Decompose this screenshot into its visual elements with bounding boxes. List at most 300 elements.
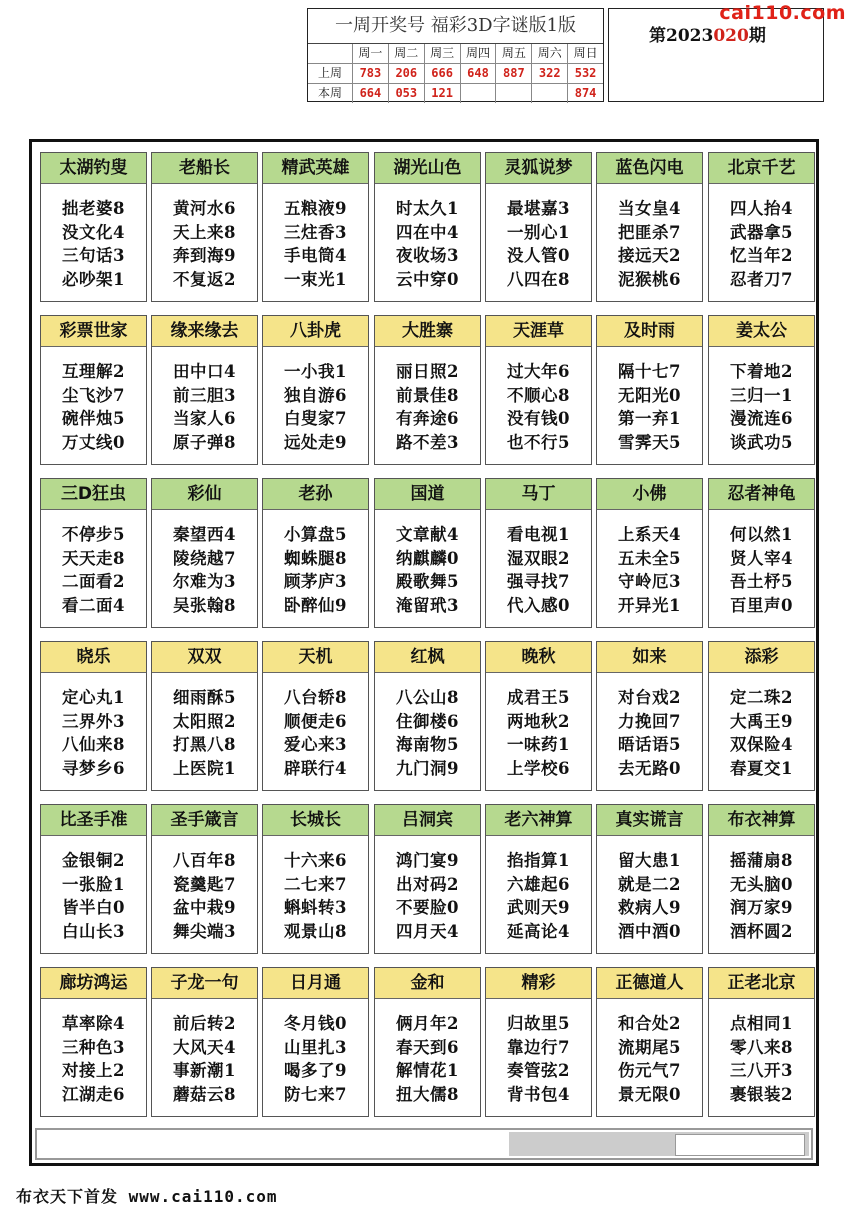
riddle-cell xyxy=(151,641,258,791)
riddle-cell xyxy=(596,967,703,1117)
riddle-cell xyxy=(374,152,481,302)
riddle-cell xyxy=(485,315,592,465)
riddle-line: 上系天4 xyxy=(618,525,681,544)
riddle-lines xyxy=(41,999,146,1106)
riddle-line: 扭大儒8 xyxy=(396,1084,459,1104)
riddle-lines xyxy=(597,347,702,454)
day-header: 周二 xyxy=(388,44,424,63)
riddle-lines xyxy=(486,673,591,780)
riddle-lines xyxy=(486,836,591,943)
riddle-author: 日月通 xyxy=(263,968,368,999)
riddle-line: 定心丸1 xyxy=(62,688,125,707)
riddle-line: 大风天4 xyxy=(173,1037,236,1057)
riddle-line: 夜收场3 xyxy=(396,246,459,265)
riddle-line: 伤元气7 xyxy=(618,1061,681,1080)
riddle-line: 晤话语5 xyxy=(618,735,681,754)
riddle-line: 力挽回7 xyxy=(618,711,681,731)
riddle-author: 彩仙 xyxy=(152,479,257,510)
riddle-line: 掐指算1 xyxy=(507,851,570,870)
riddle-lines xyxy=(41,347,146,454)
riddle-author: 彩票世家 xyxy=(41,316,146,347)
riddle-line: 双保险4 xyxy=(730,735,793,754)
site-logo[interactable]: cai110.com xyxy=(719,2,846,24)
riddle-lines xyxy=(152,510,257,617)
day-header: 周一 xyxy=(352,44,388,63)
riddle-author: 晚秋 xyxy=(486,642,591,673)
riddle-line: 最堪嘉3 xyxy=(507,199,570,218)
riddle-cell xyxy=(262,315,369,465)
corner-cell xyxy=(308,44,352,63)
riddle-line: 九门洞9 xyxy=(396,758,459,778)
riddle-line: 顺便走6 xyxy=(284,711,347,731)
riddle-line: 文章献4 xyxy=(396,525,459,544)
draw-number: 783 xyxy=(352,64,388,83)
riddle-line: 两地秋2 xyxy=(507,711,570,731)
this-week-row xyxy=(308,84,603,103)
riddle-line: 不停步5 xyxy=(62,525,125,544)
riddle-lines xyxy=(486,510,591,617)
riddle-line: 无头脑0 xyxy=(730,874,793,894)
riddle-line: 不要脸0 xyxy=(396,898,459,917)
riddle-lines xyxy=(263,510,368,617)
riddle-author: 晓乐 xyxy=(41,642,146,673)
riddle-cell xyxy=(708,804,815,954)
riddle-line: 辟联行4 xyxy=(284,758,347,778)
riddle-author: 姜太公 xyxy=(709,316,814,347)
riddle-lines xyxy=(152,999,257,1106)
riddle-line: 没人管0 xyxy=(507,246,570,265)
draw-number: 532 xyxy=(567,64,603,83)
riddle-line: 卧醉仙9 xyxy=(284,595,347,615)
riddle-author: 马丁 xyxy=(486,479,591,510)
riddle-cell xyxy=(485,967,592,1117)
footer-bar xyxy=(35,1128,813,1160)
riddle-cell xyxy=(596,478,703,628)
riddle-cell xyxy=(374,641,481,791)
riddle-author: 布衣神算 xyxy=(709,805,814,836)
riddle-line: 远处走9 xyxy=(284,432,347,452)
riddle-line: 点相同1 xyxy=(730,1014,793,1033)
draw-number: 648 xyxy=(460,64,496,83)
riddle-line: 接远天2 xyxy=(618,246,681,265)
riddle-author: 比圣手准 xyxy=(41,805,146,836)
riddle-lines xyxy=(152,347,257,454)
riddle-cell xyxy=(708,967,815,1117)
riddle-cell xyxy=(151,315,258,465)
riddle-line: 原子弹8 xyxy=(173,432,236,452)
riddle-cell xyxy=(262,804,369,954)
riddle-lines xyxy=(152,836,257,943)
issue-prefix: 第2023 xyxy=(649,26,714,46)
riddle-line: 没文化4 xyxy=(62,222,125,242)
riddle-lines xyxy=(375,510,480,617)
riddle-line: 贤人宰4 xyxy=(730,548,793,568)
riddle-lines xyxy=(263,836,368,943)
riddle-lines xyxy=(597,836,702,943)
riddle-cell xyxy=(596,641,703,791)
riddle-line: 当家人6 xyxy=(173,409,236,428)
riddle-cell xyxy=(262,152,369,302)
riddle-line: 黄河水6 xyxy=(173,199,236,218)
riddle-line: 白叟家7 xyxy=(284,409,347,428)
riddle-line: 互理解2 xyxy=(62,362,125,381)
riddle-author: 长城长 xyxy=(263,805,368,836)
issue-suffix: 期 xyxy=(748,26,766,46)
riddle-line: 景无限0 xyxy=(618,1084,681,1104)
riddle-cell xyxy=(151,478,258,628)
riddle-line: 打黑八8 xyxy=(173,735,236,754)
riddle-line: 润万家9 xyxy=(730,898,793,917)
riddle-cell xyxy=(708,478,815,628)
riddle-lines xyxy=(263,673,368,780)
riddle-lines xyxy=(375,184,480,291)
riddle-cell xyxy=(262,641,369,791)
riddle-line: 把匪杀7 xyxy=(618,222,681,242)
riddle-line: 四在中4 xyxy=(396,222,459,242)
riddle-line: 第一弃1 xyxy=(618,409,681,428)
riddle-cell xyxy=(485,152,592,302)
riddle-cell xyxy=(40,152,147,302)
riddle-line: 五未全5 xyxy=(618,548,681,568)
riddle-author: 三D狂虫 xyxy=(41,479,146,510)
riddle-author: 小佛 xyxy=(597,479,702,510)
riddle-line: 延高论4 xyxy=(507,921,570,941)
riddle-line: 春夏交1 xyxy=(730,758,793,778)
riddle-line: 忆当年2 xyxy=(730,246,793,265)
riddle-line: 尘飞沙7 xyxy=(62,385,125,405)
riddle-lines xyxy=(263,184,368,291)
riddle-line: 漫流连6 xyxy=(730,409,793,428)
riddle-lines xyxy=(709,673,814,780)
riddle-lines xyxy=(486,999,591,1106)
riddle-line: 喝多了9 xyxy=(284,1061,347,1080)
riddle-line: 吾土杼5 xyxy=(730,572,793,591)
riddle-line: 太阳照2 xyxy=(173,711,236,731)
riddle-line: 观景山8 xyxy=(284,921,347,941)
riddle-line: 八四在8 xyxy=(507,269,570,289)
day-header: 周四 xyxy=(460,44,496,63)
draw-number xyxy=(531,84,567,103)
riddle-lines xyxy=(152,673,257,780)
riddle-author: 廊坊鸿运 xyxy=(41,968,146,999)
riddle-line: 碗伴烛5 xyxy=(62,409,125,428)
riddle-line: 八公山8 xyxy=(396,688,459,707)
riddle-author: 国道 xyxy=(375,479,480,510)
riddle-line: 二面看2 xyxy=(62,572,125,591)
riddle-lines xyxy=(709,999,814,1106)
riddle-cell xyxy=(708,315,815,465)
riddle-line: 大禹王9 xyxy=(730,711,793,731)
riddle-author: 八卦虎 xyxy=(263,316,368,347)
riddle-lines xyxy=(597,999,702,1106)
riddle-cell xyxy=(262,967,369,1117)
riddle-cell xyxy=(485,641,592,791)
riddle-line: 泥猴桃6 xyxy=(618,269,681,289)
riddle-line: 爱心来3 xyxy=(284,735,347,754)
riddle-author: 如来 xyxy=(597,642,702,673)
riddle-cell xyxy=(485,478,592,628)
riddle-author: 湖光山色 xyxy=(375,153,480,184)
riddle-line: 二七来7 xyxy=(284,874,347,894)
riddle-author: 蓝色闪电 xyxy=(597,153,702,184)
riddle-line: 零八来8 xyxy=(730,1037,793,1057)
riddle-cell xyxy=(40,478,147,628)
day-header: 周六 xyxy=(531,44,567,63)
draw-number: 206 xyxy=(388,64,424,83)
riddle-line: 流期尾5 xyxy=(618,1037,681,1057)
riddle-line: 四月天4 xyxy=(396,921,459,941)
draw-number: 121 xyxy=(424,84,460,103)
riddle-line: 五粮液9 xyxy=(284,199,347,218)
riddle-cell xyxy=(374,315,481,465)
riddle-line: 一小我1 xyxy=(284,362,347,381)
riddle-lines xyxy=(41,836,146,943)
riddle-line: 前三胆3 xyxy=(173,385,236,405)
riddle-cell xyxy=(596,152,703,302)
riddle-line: 前景佳8 xyxy=(396,385,459,405)
riddle-author: 吕洞宾 xyxy=(375,805,480,836)
riddle-line: 事新潮1 xyxy=(173,1061,236,1080)
riddle-line: 住御楼6 xyxy=(396,711,459,731)
riddle-line: 八仙来8 xyxy=(62,735,125,754)
draw-number: 053 xyxy=(388,84,424,103)
riddle-line: 防七来7 xyxy=(284,1084,347,1104)
riddle-line: 代入感0 xyxy=(507,595,570,615)
riddle-line: 独自游6 xyxy=(284,385,347,405)
riddle-line: 蝌蚪转3 xyxy=(284,898,347,917)
riddle-line: 归故里5 xyxy=(507,1014,570,1033)
riddle-lines xyxy=(597,184,702,291)
riddle-line: 也不行5 xyxy=(507,432,570,452)
riddle-line: 酒杯圆2 xyxy=(730,921,793,941)
riddle-line: 救病人9 xyxy=(618,898,681,917)
riddle-line: 三句话3 xyxy=(62,246,125,265)
riddle-author: 天涯草 xyxy=(486,316,591,347)
riddle-author: 精彩 xyxy=(486,968,591,999)
footer-white-block xyxy=(675,1134,805,1156)
riddle-line: 上学校6 xyxy=(507,758,570,778)
riddle-author: 正德道人 xyxy=(597,968,702,999)
riddle-lines xyxy=(41,184,146,291)
riddle-cell xyxy=(40,804,147,954)
riddle-line: 定二珠2 xyxy=(730,688,793,707)
riddle-line: 四人抬4 xyxy=(730,199,793,218)
riddle-line: 强寻找7 xyxy=(507,572,570,591)
riddle-line: 武器拿5 xyxy=(730,222,793,242)
riddle-line: 一束光1 xyxy=(284,269,347,289)
issue-serial: 020 xyxy=(713,26,749,46)
riddle-line: 背书包4 xyxy=(507,1084,570,1104)
riddle-line: 上医院1 xyxy=(173,758,236,778)
riddle-line: 奏管弦2 xyxy=(507,1061,570,1080)
riddle-line: 奔到海9 xyxy=(173,246,236,265)
riddle-line: 六雄起6 xyxy=(507,874,570,894)
riddle-line: 寻梦乡6 xyxy=(62,758,125,778)
riddle-line: 皆半白0 xyxy=(62,898,125,917)
riddle-line: 对接上2 xyxy=(62,1061,125,1080)
riddle-line: 前后转2 xyxy=(173,1014,236,1033)
riddle-cell xyxy=(262,478,369,628)
riddle-lines xyxy=(597,510,702,617)
riddle-line: 三界外3 xyxy=(62,711,125,731)
riddle-line: 雪霁天5 xyxy=(618,432,681,452)
riddle-lines xyxy=(486,347,591,454)
riddle-line: 金银铜2 xyxy=(62,851,125,870)
draw-number: 887 xyxy=(495,64,531,83)
riddle-line: 成君王5 xyxy=(507,688,570,707)
riddle-line: 俩月年2 xyxy=(396,1014,459,1033)
riddle-author: 大胜寨 xyxy=(375,316,480,347)
site-credit[interactable]: 布衣天下首发 www.cai110.com xyxy=(16,1187,278,1206)
riddle-line: 留大患1 xyxy=(618,851,681,870)
day-header: 周三 xyxy=(424,44,460,63)
riddle-author: 北京千艺 xyxy=(709,153,814,184)
riddle-line: 就是二2 xyxy=(618,874,681,894)
riddle-line: 对台戏2 xyxy=(618,688,681,707)
riddle-line: 蘑菇云8 xyxy=(173,1084,236,1104)
riddle-author: 天机 xyxy=(263,642,368,673)
riddle-line: 隔十七7 xyxy=(618,362,681,381)
riddle-line: 海南物5 xyxy=(396,735,459,754)
riddle-line: 瓷羹匙7 xyxy=(173,874,236,894)
riddle-line: 舞尖端3 xyxy=(173,921,236,941)
riddle-cell xyxy=(40,641,147,791)
riddle-author: 精武英雄 xyxy=(263,153,368,184)
riddle-line: 淹留玳3 xyxy=(396,595,459,615)
riddle-line: 草率除4 xyxy=(62,1014,125,1033)
riddle-cell xyxy=(151,967,258,1117)
riddle-line: 开异光1 xyxy=(618,595,681,615)
riddle-line: 谈武功5 xyxy=(730,432,793,452)
riddle-line: 鸿门宴9 xyxy=(396,851,459,870)
riddle-line: 陵绕越7 xyxy=(173,548,236,568)
draw-number: 664 xyxy=(352,84,388,103)
riddle-line: 当女皇4 xyxy=(618,199,681,218)
riddle-line: 三种色3 xyxy=(62,1037,125,1057)
riddle-line: 小算盘5 xyxy=(284,525,347,544)
riddle-line: 看二面4 xyxy=(62,595,125,615)
riddle-line: 田中口4 xyxy=(173,362,236,381)
riddle-lines xyxy=(709,510,814,617)
riddle-lines xyxy=(41,673,146,780)
riddle-line: 三归一1 xyxy=(730,385,793,405)
riddle-author: 真实谎言 xyxy=(597,805,702,836)
riddle-line: 和合处2 xyxy=(618,1014,681,1033)
riddle-line: 天上来8 xyxy=(173,222,236,242)
riddle-cell xyxy=(708,152,815,302)
riddle-lines xyxy=(152,184,257,291)
riddle-line: 一张脸1 xyxy=(62,874,125,894)
riddle-lines xyxy=(709,347,814,454)
riddle-line: 江湖走6 xyxy=(62,1084,125,1104)
riddle-author: 子龙一句 xyxy=(152,968,257,999)
riddle-line: 天天走8 xyxy=(62,548,125,568)
riddle-line: 路不差3 xyxy=(396,432,459,452)
riddle-line: 三炷香3 xyxy=(284,222,347,242)
riddle-author: 忍者神龟 xyxy=(709,479,814,510)
riddle-author: 灵狐说梦 xyxy=(486,153,591,184)
riddle-author: 圣手箴言 xyxy=(152,805,257,836)
day-header: 周五 xyxy=(495,44,531,63)
draw-number: 666 xyxy=(424,64,460,83)
riddle-lines xyxy=(597,673,702,780)
results-table-title: 一周开奖号 福彩3D字谜版1版 xyxy=(308,9,603,44)
draw-number: 322 xyxy=(531,64,567,83)
riddle-line: 盆中栽9 xyxy=(173,898,236,917)
riddle-line: 手电筒4 xyxy=(284,246,347,265)
riddle-line: 百里声0 xyxy=(730,595,793,615)
last-week-row xyxy=(308,64,603,84)
riddle-author: 老孙 xyxy=(263,479,368,510)
riddle-line: 吴张翰8 xyxy=(173,595,236,615)
riddle-line: 春天到6 xyxy=(396,1037,459,1057)
riddle-line: 云中穿0 xyxy=(396,269,459,289)
riddle-line: 过大年6 xyxy=(507,362,570,381)
riddle-cell xyxy=(485,804,592,954)
riddle-author: 太湖钓叟 xyxy=(41,153,146,184)
riddle-line: 细雨酥5 xyxy=(173,688,236,707)
riddle-line: 必吵架1 xyxy=(62,269,125,289)
riddle-author: 金和 xyxy=(375,968,480,999)
riddle-line: 不顺心8 xyxy=(507,385,570,405)
riddle-cell xyxy=(151,152,258,302)
riddle-line: 武则天9 xyxy=(507,898,570,917)
riddle-lines xyxy=(486,184,591,291)
riddle-line: 拙老婆8 xyxy=(62,199,125,218)
riddle-line: 八台轿8 xyxy=(284,688,347,707)
riddle-cell xyxy=(708,641,815,791)
riddle-line: 忍者刀7 xyxy=(730,269,793,289)
riddle-line: 摇蒲扇8 xyxy=(730,851,793,870)
riddle-cell xyxy=(40,315,147,465)
riddle-grid xyxy=(29,139,819,1166)
riddle-author: 添彩 xyxy=(709,642,814,673)
riddle-author: 老六神算 xyxy=(486,805,591,836)
riddle-line: 万丈线0 xyxy=(62,432,125,452)
riddle-cell xyxy=(374,967,481,1117)
riddle-lines xyxy=(709,184,814,291)
day-header: 周日 xyxy=(567,44,603,63)
riddle-line: 去无路0 xyxy=(618,758,681,778)
draw-number xyxy=(495,84,531,103)
riddle-lines xyxy=(375,347,480,454)
riddle-line: 酒中酒0 xyxy=(618,921,681,941)
riddle-line: 八百年8 xyxy=(173,851,236,870)
riddle-cell xyxy=(151,804,258,954)
riddle-line: 时太久1 xyxy=(396,199,459,218)
riddle-cell xyxy=(374,478,481,628)
riddle-cell xyxy=(40,967,147,1117)
riddle-lines xyxy=(375,673,480,780)
riddle-cell xyxy=(374,804,481,954)
riddle-line: 秦望西4 xyxy=(173,525,236,544)
riddle-line: 湿双眼2 xyxy=(507,548,570,568)
days-row xyxy=(308,44,603,64)
riddle-line: 何以然1 xyxy=(730,525,793,544)
riddle-line: 顾茅庐3 xyxy=(284,572,347,591)
riddle-line: 守岭厄3 xyxy=(618,572,681,591)
issue-number xyxy=(649,21,766,46)
draw-number: 874 xyxy=(567,84,603,103)
riddle-line: 尔难为3 xyxy=(173,572,236,591)
riddle-line: 殿歌舞5 xyxy=(396,572,459,591)
riddle-line: 不复返2 xyxy=(173,269,236,289)
riddle-line: 裹银装2 xyxy=(730,1084,793,1104)
riddle-line: 没有钱0 xyxy=(507,409,570,428)
riddle-line: 一别心1 xyxy=(507,222,570,242)
riddle-author: 正老北京 xyxy=(709,968,814,999)
riddle-author: 老船长 xyxy=(152,153,257,184)
